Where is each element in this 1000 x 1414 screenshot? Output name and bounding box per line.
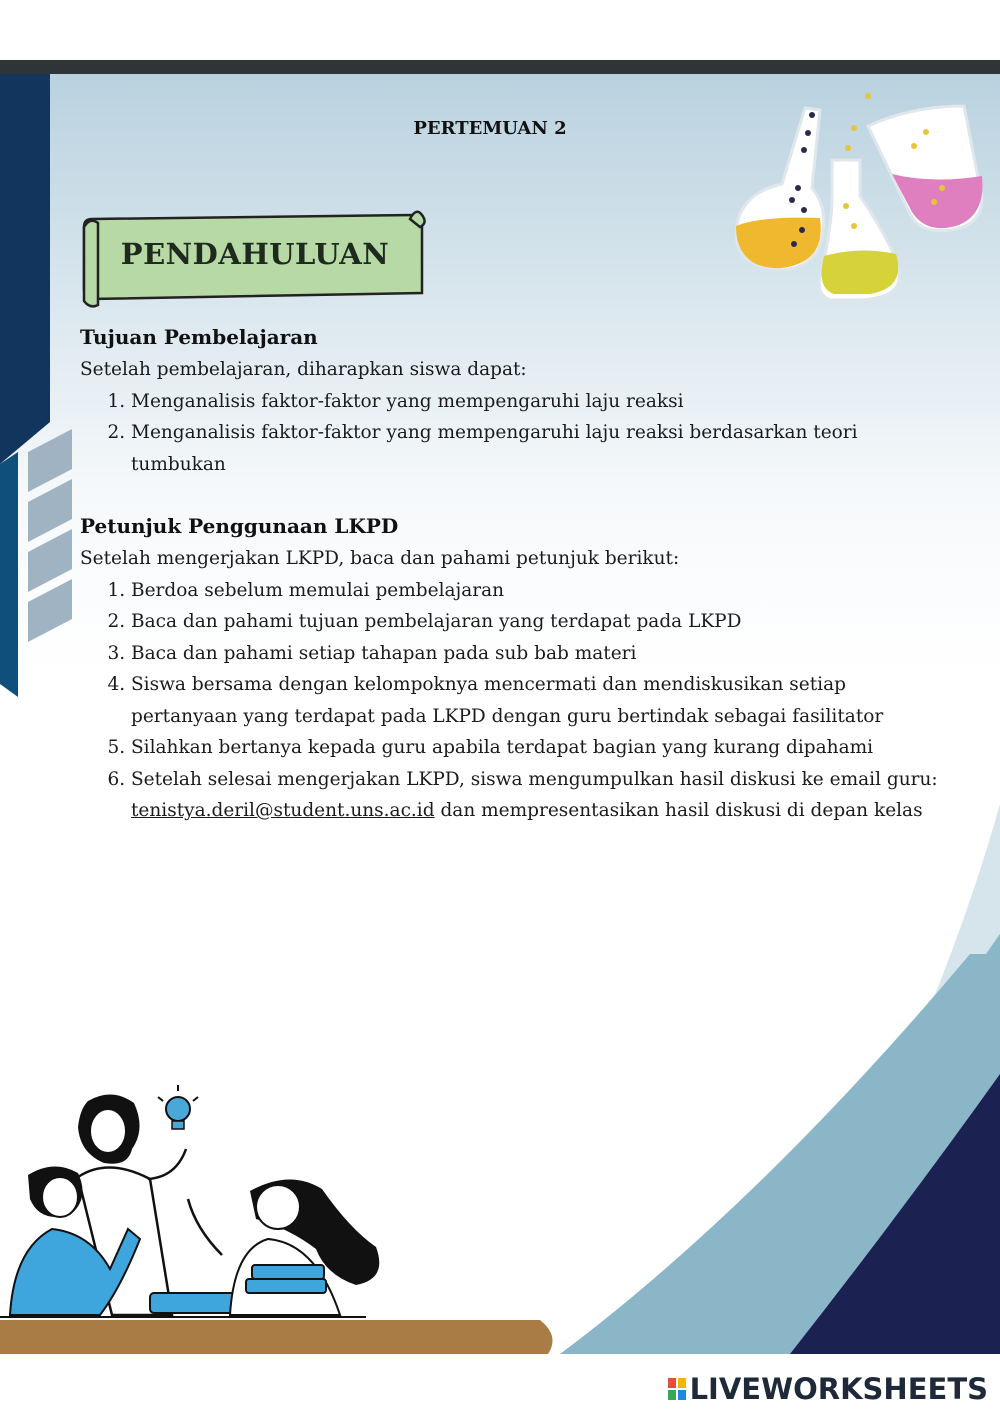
left-blue-band	[0, 452, 18, 697]
instructions-list	[80, 575, 940, 827]
teacher-email-link[interactable]: tenistya.deril@student.uns.ac.id	[131, 800, 435, 821]
list-item-tail: dan mempresentasikan hasil diskusi di depan kelas	[434, 800, 923, 821]
top-bar	[0, 60, 1000, 74]
list-item	[131, 764, 940, 827]
list-item: 1. Menganalisis faktor-faktor yang mempengaruhi laju reaksi	[131, 386, 940, 418]
list-item: 2. Menganalisis faktor-faktor yang mempengaruhi laju reaksi berdasarkan teori tumbukan	[131, 417, 940, 480]
instructions-intro: Setelah mengerjakan LKPD, baca dan pahami petunjuk berikut:	[80, 548, 680, 569]
list-item: 5. Silahkan bertanya kepada guru apabila terdapat bagian yang kurang dipahami	[131, 732, 940, 764]
students-illustration	[0, 1079, 400, 1329]
list-item: 3. Baca dan pahami setiap tahapan pada sub bab materi	[131, 638, 940, 670]
list-item: 2. Baca dan pahami tujuan pembelajaran yang terdapat pada LKPD	[131, 606, 940, 638]
list-item-text: Setelah selesai mengerjakan LKPD, siswa mengumpulkan hasil diskusi ke email guru:	[131, 768, 938, 790]
section-heading-instructions: Petunjuk Penggunaan LKPD	[80, 514, 399, 538]
banner-label: PENDAHULUAN	[120, 237, 390, 271]
logo-grid-icon	[668, 1378, 686, 1400]
objectives-intro: Setelah pembelajaran, diharapkan siswa dapat:	[80, 359, 527, 380]
logo-text: LIVEWORKSHEETS	[689, 1372, 988, 1406]
list-item: 1. Berdoa sebelum memulai pembelajaran	[131, 575, 940, 607]
page-title: PERTEMUAN 2	[413, 118, 567, 139]
content-area	[80, 320, 940, 827]
list-item: 4. Siswa bersama dengan kelompoknya mencermati dan mendiskusikan setiap pertanyaan yang terdapat pada LKPD dengan guru bertindak sebagai fasilitator	[131, 669, 940, 732]
objectives-list	[80, 386, 940, 481]
liveworksheets-logo[interactable]	[668, 1372, 988, 1406]
section-heading-objectives: Tujuan Pembelajaran	[80, 325, 318, 349]
